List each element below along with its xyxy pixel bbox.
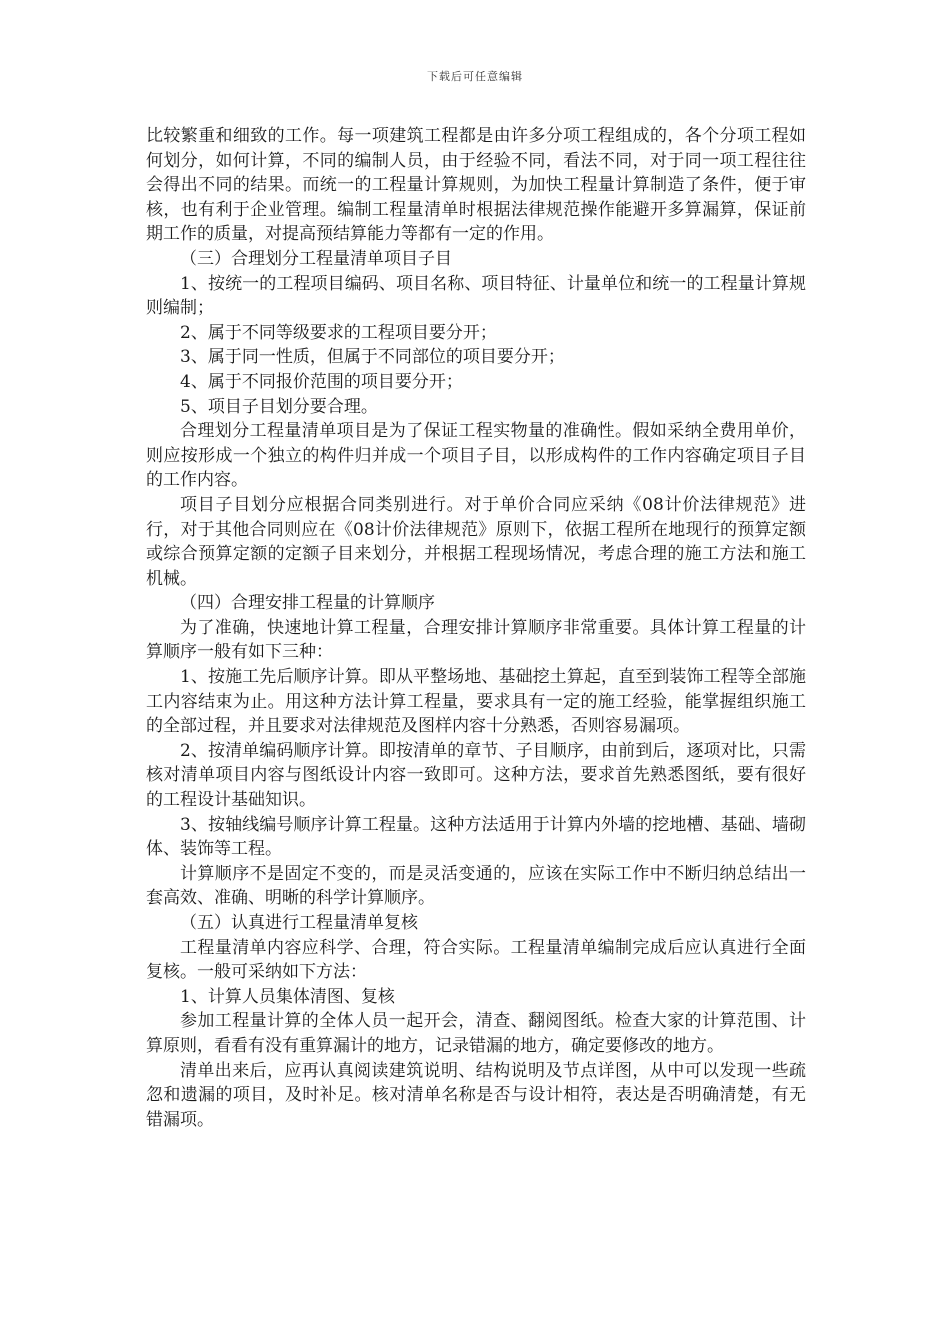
list-item: 1、按施工先后顺序计算。即从平整场地、基础挖土算起，直至到装饰工程等全部施工内容结束为止。用这种方法计算工程量，要求具有一定的施工经验，能掌握组织施工的全部过程，并且要求对法律规范及图样内容十分熟悉，否则容易漏项。 <box>146 667 806 737</box>
paragraph: 清单出来后，应再认真阅读建筑说明、结构说明及节点详图，从中可以发现一些疏忽和遗漏的项目，及时补足。核对清单名称是否与设计相符，表达是否明确清楚，有无错漏项。 <box>146 1060 806 1130</box>
list-item: 2、按清单编码顺序计算。即按清单的章节、子目顺序，由前到后，逐项对比，只需核对清单项目内容与图纸设计内容一致即可。这种方法，要求首先熟悉图纸，要有很好的工程设计基础知识。 <box>146 740 806 811</box>
list-item: 5、项目子目划分要合理。 <box>180 396 378 417</box>
section-heading: （四）合理安排工程量的计算顺序 <box>180 593 435 614</box>
paragraph: 比较繁重和细致的工作。每一项建筑工程都是由许多分项工程组成的，各个分项工程如何划分，如何计算，不同的编制人员，由于经验不同，看法不同，对于同一项工程往往会得出不同的结果。而统一的工程量计算规则，为加快工程量计算制造了条件，便于审核，也有利于企业管理。编制工程量清单时根据法律规范操作能避开多算漏算，保证前期工作的质量，对提高预结算能力等都有一定的作用。 <box>146 126 806 245</box>
paragraph: 参加工程量计算的全体人员一起开会，清查、翻阅图纸。检查大家的计算范围、计算原则，看看有没有重算漏计的地方，记录错漏的地方，确定要修改的地方。 <box>146 1011 806 1056</box>
paragraph: 项目子目划分应根据合同类别进行。对于单价合同应采纳《08计价法律规范》进行，对于其他合同则应在《08计价法律规范》原则下，依据工程所在地现行的预算定额或综合预算定额的定额子目来划分，并根据工程现场情况，考虑合理的施工方法和施工机械。 <box>146 494 806 589</box>
list-item: 4、属于不同报价范围的项目要分开； <box>180 371 463 392</box>
paragraph: 为了准确，快速地计算工程量，合理安排计算顺序非常重要。具体计算工程量的计算顺序一般有如下三种： <box>146 617 806 663</box>
list-item: 2、属于不同等级要求的工程项目要分开； <box>180 322 497 343</box>
list-item: 3、按轴线编号顺序计算工程量。这种方法适用于计算内外墙的挖地槽、基础、墙砌体、装饰等工程。 <box>146 814 806 860</box>
document-body <box>146 124 806 1132</box>
page-header: 下载后可任意编辑 <box>427 70 523 83</box>
paragraph: 计算顺序不是固定不变的，而是灵活变通的，应该在实际工作中不断归纳总结出一套高效、准确、明晰的科学计算顺序。 <box>146 863 806 909</box>
section-heading: （五）认真进行工程量清单复核 <box>180 913 418 933</box>
paragraph: 工程量清单内容应科学、合理，符合实际。工程量清单编制完成后应认真进行全面复核。一般可采纳如下方法： <box>146 937 806 983</box>
list-item: 1、按统一的工程项目编码、项目名称、项目特征、计量单位和统一的工程量计算规则编制； <box>146 273 806 319</box>
list-item: 3、属于同一性质，但属于不同部位的项目要分开； <box>180 347 565 368</box>
paragraph: 合理划分工程量清单项目是为了保证工程实物量的准确性。假如采纳全费用单价，则应按形成一个独立的构件归并成一个项目子目，以形成构件的工作内容确定项目子目的工作内容。 <box>146 421 806 491</box>
list-item: 1、计算人员集体清图、复核 <box>180 986 395 1007</box>
section-heading: （三）合理划分工程量清单项目子目 <box>180 248 452 269</box>
